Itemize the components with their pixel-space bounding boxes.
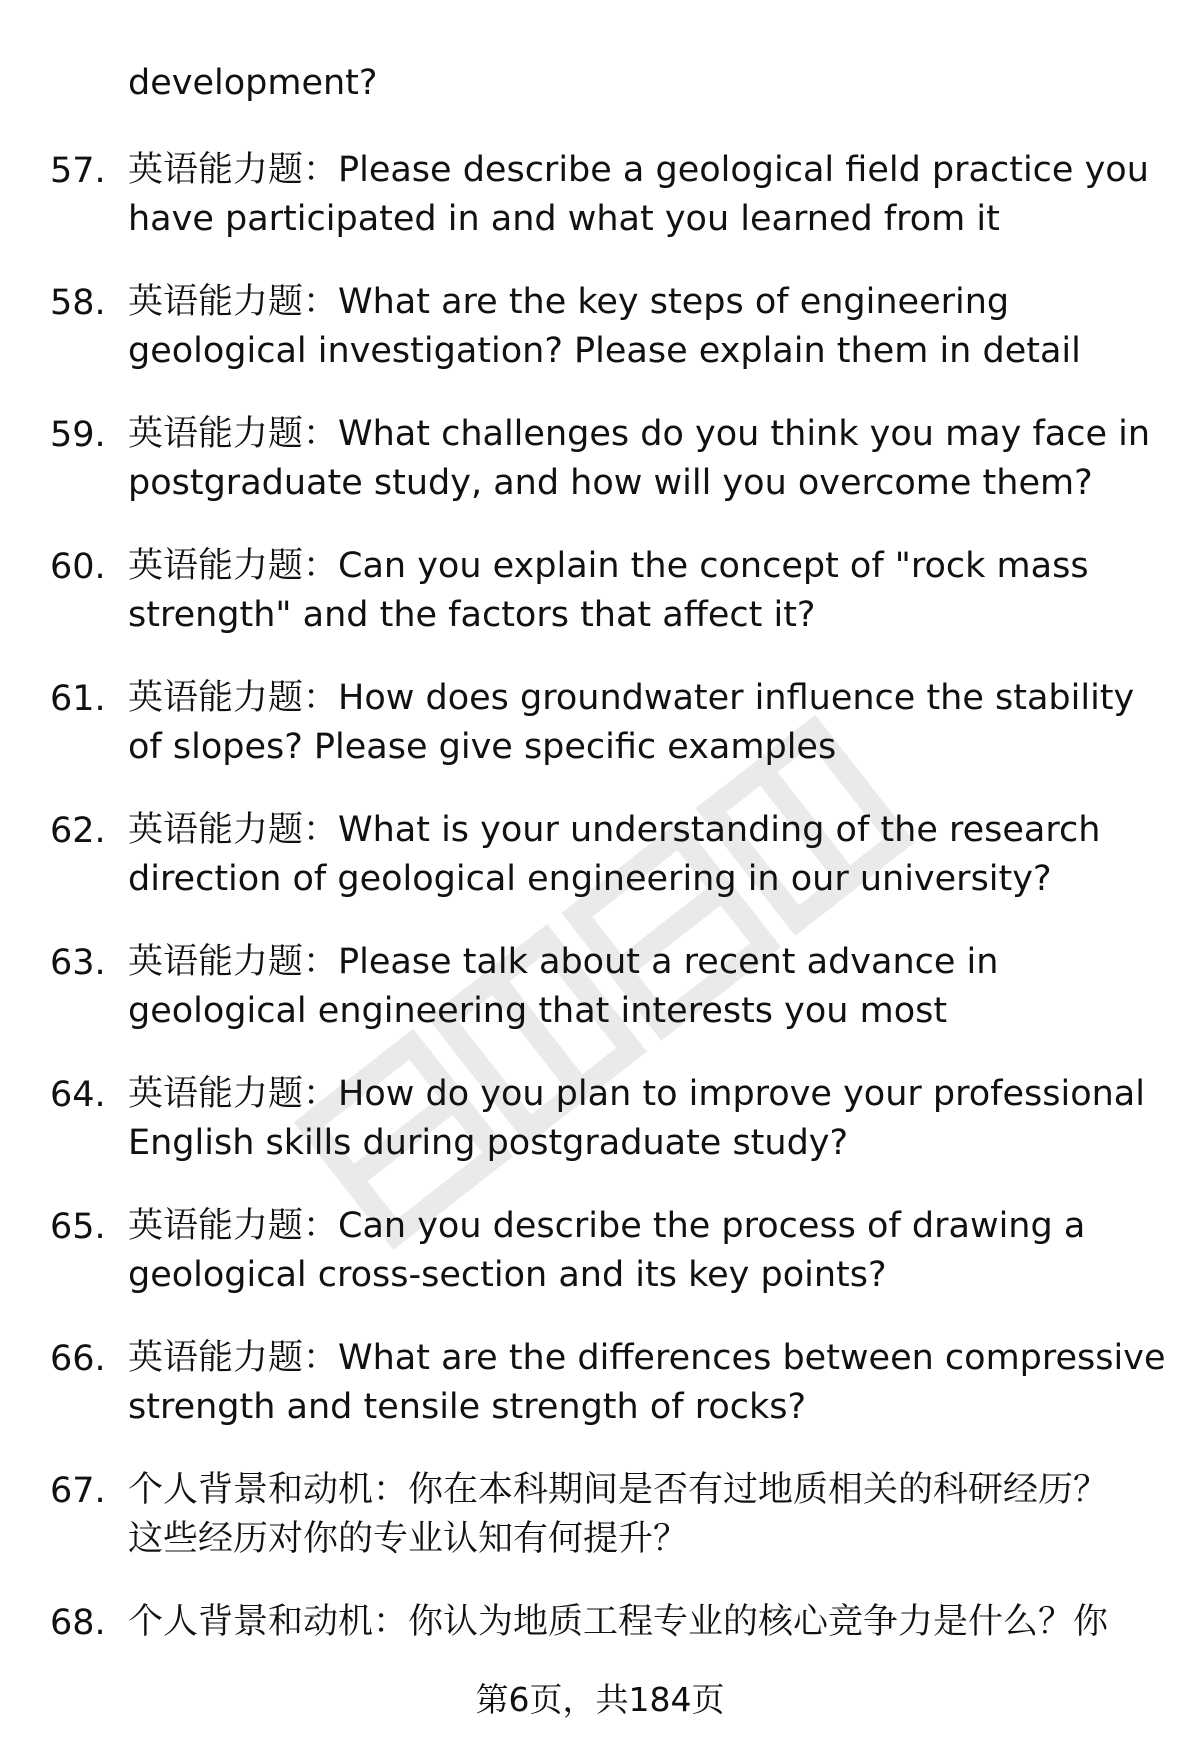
question-text [128,674,1178,772]
question-item [0,938,1200,1070]
question-text [128,278,1178,376]
question-line: 英语能力题：What are the differences between compressive [128,1338,1166,1378]
question-text [128,1334,1178,1432]
question-line: 英语能力题：Can you explain the concept of "rock mass [128,546,1089,586]
question-text [128,1070,1178,1168]
question-number: 67. [50,1471,106,1511]
question-line: 英语能力题：What challenges do you think you may face in [128,414,1151,454]
question-item [0,1466,1200,1598]
question-line: 个人背景和动机：你认为地质工程专业的核心竞争力是什么？你 [128,1602,1109,1642]
question-text [128,410,1178,508]
carry-over-text: development? [128,63,378,103]
question-line: 英语能力题：Please describe a geological field practice you [128,150,1149,190]
question-item [0,1334,1200,1466]
question-line: direction of geological engineering in our university? [128,859,1052,899]
question-item [0,278,1200,410]
question-text [128,1202,1178,1300]
question-line: geological cross-section and its key points? [128,1255,887,1295]
question-item [0,410,1200,542]
question-number: 57. [50,151,106,191]
question-line: 英语能力题：What are the key steps of engineering [128,282,1010,322]
question-number: 64. [50,1075,106,1115]
question-number: 63. [50,943,106,983]
question-line: 英语能力题：Please talk about a recent advance in [128,942,999,982]
question-item [0,806,1200,938]
question-line: strength and tensile strength of rocks? [128,1387,807,1427]
question-line: geological engineering that interests you most [128,991,948,1031]
question-number: 65. [50,1207,106,1247]
question-line: English skills during postgraduate study? [128,1123,849,1163]
question-number: 61. [50,679,106,719]
question-line: of slopes? Please give specific examples [128,727,837,767]
question-number: 59. [50,415,106,455]
question-line: have participated in and what you learned from it [128,199,1000,239]
question-item [0,674,1200,806]
question-text [128,1466,1178,1564]
question-item [0,1202,1200,1334]
question-number: 68. [50,1603,106,1643]
question-text [128,1598,1178,1647]
question-line: strength" and the factors that affect it? [128,595,816,635]
question-number: 58. [50,283,106,323]
page-footer: 第6页，共184页 [475,1680,725,1719]
question-item [0,1070,1200,1202]
question-list [0,146,1200,1730]
question-text [128,938,1178,1036]
question-item [0,542,1200,674]
question-line: geological investigation? Please explain them in detail [128,331,1081,371]
question-text [128,146,1178,244]
question-number: 66. [50,1339,106,1379]
question-line: 个人背景和动机：你在本科期间是否有过地质相关的科研经历？ [128,1470,1109,1510]
question-line: postgraduate study, and how will you overcome them? [128,463,1093,503]
question-line: 英语能力题：What is your understanding of the research [128,810,1101,850]
question-line: 英语能力题：How does groundwater influence the stability [128,678,1135,718]
question-item [0,146,1200,278]
question-text [128,542,1178,640]
question-number: 62. [50,811,106,851]
question-number: 60. [50,547,106,587]
question-text [128,806,1178,904]
question-line: 英语能力题：How do you plan to improve your professional [128,1074,1145,1114]
question-line: 英语能力题：Can you describe the process of drawing a [128,1206,1086,1246]
question-line: 这些经历对你的专业认知有何提升？ [128,1519,689,1559]
